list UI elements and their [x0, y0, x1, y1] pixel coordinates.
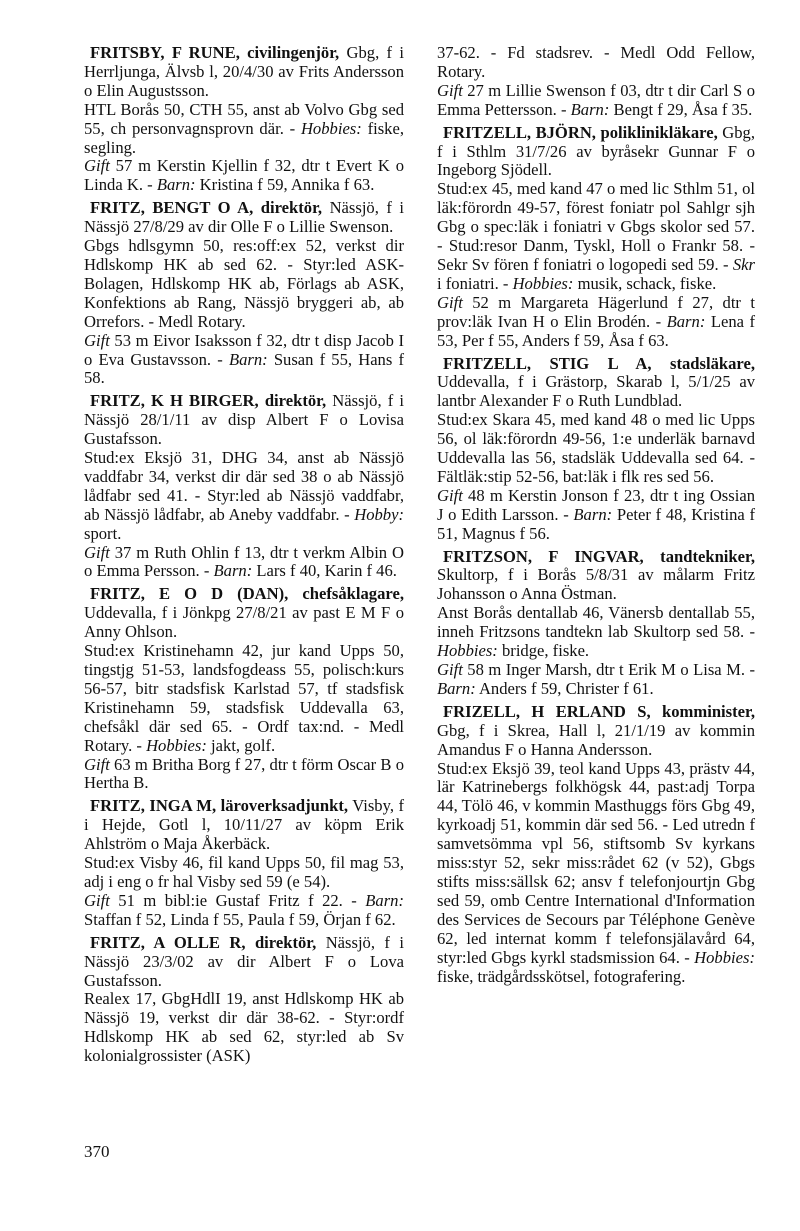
biography-entry [84, 199, 404, 388]
entry-paragraph [84, 449, 404, 544]
entry-header [437, 548, 755, 605]
field-label: Gift [84, 542, 110, 562]
field-label: Barn: [570, 99, 610, 119]
entry-text: Stud:ex 45, med kand 47 o med lic Sthlm 51, ol läk:förordn 49-57, förest foniatr pol Sahlgr sjh Gbg o spec:läk i foniatri v Gbgs skolor sed 57. - Stud:resor Danm, Tyskl, Holl o Frankr 58. - Sekr Sv fören f foniatri o logopedi sed 59. - [437, 179, 755, 274]
biography-entry [84, 797, 404, 929]
birth-details: Gbg, f i Skrea, Hall l, 21/1/19 av kommin Amandus F o Hanna Andersson. [437, 720, 755, 759]
person-title: direktör, [254, 932, 317, 952]
entry-text: i foniatri. - [437, 273, 513, 293]
entry-text: 52 m Margareta Hägerlund f 27, dtr t prov:läk Ivan H o Elin Brodén. - [437, 292, 755, 331]
field-label: Gift [84, 754, 110, 774]
entry-text: Susan f 55, Hans f 58. [84, 349, 404, 388]
entry-paragraph [84, 854, 404, 892]
entry-text: 63 m Britha Borg f 27, dtr t förm Oscar B o Hertha B. [84, 754, 404, 793]
person-name: FRITSBY, F RUNE, [90, 43, 240, 62]
entry-paragraph [84, 157, 404, 195]
biography-entry [437, 44, 755, 120]
person-title: tandtekniker, [660, 546, 755, 566]
person-name: FRITZELL, STIG L A, [443, 353, 652, 373]
entry-text: 51 m bibl:ie Gustaf Fritz f 22. - [109, 890, 366, 910]
person-name: FRITZSON, F INGVAR, [443, 546, 644, 566]
biography-entry [84, 585, 404, 793]
person-title: läroverksadjunkt, [220, 796, 349, 816]
field-label: Barn: [573, 504, 613, 524]
birth-details: Nässjö, f i Nässjö 28/1/11 av disp Albert F o Lovisa Gustafsson. [84, 391, 404, 449]
birth-details: Visby, f i Hejde, Gotl l, 10/11/27 av köpm Erik Ahlström o Maja Åkerbäck. [84, 796, 404, 854]
entry-text: 27 m Lillie Swenson f 03, dtr t dir Carl S o Emma Pettersson. - [437, 80, 755, 119]
person-name: FRITZ, K H BIRGER, [90, 391, 259, 411]
field-label: Hobbies: [300, 118, 362, 138]
field-label: Gift [84, 890, 110, 910]
person-name: FRIZELL, H ERLAND S, [443, 701, 651, 721]
entry-header [84, 797, 404, 854]
person-title: komminister, [662, 701, 755, 721]
biography-entry [84, 934, 404, 1066]
entry-header [84, 44, 404, 101]
field-label: Barn: [666, 311, 706, 331]
entry-paragraph [437, 487, 755, 544]
entry-paragraph [84, 332, 404, 389]
entry-paragraph [437, 294, 755, 351]
person-title: direktör, [260, 198, 323, 218]
entry-text: Gbgs hdlsgymn 50, res:off:ex 52, verkst dir Hdlskomp HK ab sed 62. - Styr:led ASK-Bolagen, Hdlskomp HK ab, Förlags ab ASK, Konfektions ab Rang, Nässjö bryggeri ab, ab Orrefors. - Medl Rotary. [84, 236, 404, 331]
entry-header [437, 355, 755, 412]
field-label: Barn: [228, 349, 268, 369]
field-label: Hobbies: [512, 273, 574, 293]
entry-text: Bengt f 29, Åsa f 35. [609, 99, 753, 119]
person-name: FRITZ, INGA M, [90, 796, 217, 816]
person-name: FRITZELL, BJÖRN, [443, 122, 596, 142]
person-title: stadsläkare, [670, 353, 755, 373]
field-label: Barn: [213, 561, 253, 581]
entry-text: 37 m Ruth Ohlin f 13, dtr t verkm Albin O o Emma Persson. - [84, 542, 404, 581]
field-label: Gift [84, 156, 110, 176]
entry-text: Anst Borås dentallab 46, Vänersb dentallab 55, inneh Fritzsons tandtekn lab Skultorp sed 58. - [437, 603, 755, 642]
entry-text: Peter f 48, Kristina f 51, Magnus f 56. [437, 504, 755, 543]
field-label: Gift [437, 292, 463, 312]
entry-paragraph [84, 756, 404, 794]
field-label: Barn: [365, 890, 404, 910]
person-name: FRITZ, BENGT O A, [90, 198, 254, 218]
entry-text: sport. [84, 523, 122, 543]
field-label: Gift [437, 485, 463, 505]
right-column [437, 44, 755, 990]
entry-paragraph [84, 642, 404, 755]
entry-text: musik, schack, fiske. [573, 273, 717, 293]
field-label: Gift [84, 330, 110, 350]
entry-text: Stud:ex Visby 46, fil kand Upps 50, fil mag 53, adj i eng o fr hal Visby sed 59 (e 54). [84, 853, 404, 891]
field-label: Gift [437, 80, 463, 100]
birth-details: Gbg, f i Sthlm 31/7/26 av byråsekr Gunnar F o Ingeborg Sjödell. [437, 122, 756, 180]
biography-entry [437, 703, 755, 987]
biography-entry [437, 355, 755, 544]
person-name: FRITZ, E O D (DAN), [90, 584, 289, 604]
entry-header [437, 703, 755, 760]
biography-entry [84, 392, 404, 581]
entry-text: 58 m Inger Marsh, dtr t Erik M o Lisa M. - [462, 660, 755, 679]
field-label: Skr [732, 254, 755, 274]
entry-paragraph [84, 237, 404, 332]
entry-text: 48 m Kerstin Jonson f 23, dtr t ing Ossian J o Edith Larsson. - [437, 485, 755, 524]
birth-details: Gbg, f i Herrljunga, Älvsb l, 20/4/30 av Frits Andersson o Elin Augustsson. [84, 43, 404, 100]
entry-text: 37-62. - Fd stadsrev. - Medl Odd Fellow, Rotary. [437, 43, 755, 81]
field-label: Hobbies: [146, 735, 207, 755]
birth-details: Uddevalla, f i Jönkpg 27/8/21 av past E M F o Anny Ohlson. [84, 603, 404, 642]
entry-text: Lena f 53, Per f 55, Anders f 59, Åsa f 63. [437, 311, 755, 350]
entry-paragraph [437, 411, 755, 487]
person-title: chefsåklagare, [302, 584, 404, 604]
entry-header [84, 585, 404, 642]
entry-text: Kristina f 59, Annika f 63. [195, 175, 375, 195]
person-title: direktör, [264, 391, 327, 411]
field-label: Barn: [437, 678, 476, 698]
entry-text: Realex 17, GbgHdlI 19, anst Hdlskomp HK ab Nässjö 19, verkst dir där 38-62. - Styr:ordf Hdlskomp HK ab sed 62, styr:led ab Sv kolonialgrossister (ASK) [84, 989, 404, 1066]
field-label: Hobbies: [694, 947, 755, 967]
entry-text: Anders f 59, Christer f 61. [475, 678, 654, 698]
entry-text: HTL Borås 50, CTH 55, anst ab Volvo Gbg sed 55, ch personvagnsprovn där. - [84, 99, 404, 138]
birth-details: Nässjö, f i Nässjö 27/8/29 av dir Olle F o Lillie Swenson. [84, 198, 404, 237]
person-title: poliklinikläkare, [600, 122, 718, 142]
birth-details: Nässjö, f i Nässjö 23/3/02 av dir Albert F o Lova Gustafsson. [84, 932, 404, 990]
entry-text: Stud:ex Eksjö 39, teol kand Upps 43, prästv 44, lär Katrinebergs folkhögsk 44, past:adj Torpa 44, Tölö 46, v kommin Masthuggs förs Gbg 49, kyrkoadj 51, kommin där sed 56. - Led utredn f samvetsömma vpl 56, stiftsomb Sv kyrkans miss:styr 52, sekr miss:rådet 62 (v 52), Gbgs stifts miss:sällsk 62; ansv f telefonjourtjn Gbg sed 59, omb Centre International d'Information des Services de Secours par Téléphone Genève 62, led internat komm f telefonsjälavård 64, styr:led Gbgs kyrkl stadsmission 64. - [437, 758, 755, 967]
entry-header [437, 124, 755, 181]
entry-paragraph [84, 544, 404, 582]
person-title: civilingenjör, [247, 43, 340, 62]
page-number: 370 [84, 1142, 110, 1161]
entry-paragraph [437, 180, 755, 293]
entry-paragraph [437, 661, 755, 699]
entry-paragraph [437, 604, 755, 661]
field-label: Hobbies: [437, 641, 498, 661]
entry-text: 53 m Eivor Isaksson f 32, dtr t disp Jacob I o Eva Gustavsson. - [84, 330, 404, 369]
entry-text: fiske, segling. [84, 118, 404, 157]
entry-header [84, 934, 404, 991]
left-column [84, 44, 404, 1070]
field-label: Barn: [156, 175, 196, 195]
entry-header [84, 392, 404, 449]
birth-details: Skultorp, f i Borås 5/8/31 av målarm Fritz Johansson o Anna Östman. [437, 565, 755, 604]
entry-header [84, 199, 404, 237]
entry-text: Lars f 40, Karin f 46. [252, 561, 397, 581]
biography-entry [437, 548, 755, 699]
birth-details: Uddevalla, f i Grästorp, Skarab l, 5/1/25 av lantbr Alexander F o Ruth Lundblad. [437, 372, 755, 411]
entry-paragraph [437, 760, 755, 987]
entry-paragraph [84, 892, 404, 930]
entry-text: fiske, trädgårdsskötsel, fotografering. [437, 966, 686, 986]
entry-text: jakt, golf. [206, 735, 276, 755]
person-name: FRITZ, A OLLE R, [90, 932, 246, 952]
biography-entry [437, 124, 755, 351]
entry-text: Staffan f 52, Linda f 55, Paula f 59, Örjan f 62. [84, 909, 396, 929]
entry-paragraph [84, 990, 404, 1066]
entry-paragraph [437, 44, 755, 82]
entry-text: 57 m Kerstin Kjellin f 32, dtr t Evert K o Linda K. - [84, 156, 404, 195]
biography-entry [84, 44, 404, 195]
field-label: Gift [437, 660, 463, 679]
field-label: Hobby: [354, 504, 404, 524]
entry-text: Stud:ex Eksjö 31, DHG 34, anst ab Nässjö vaddfabr 34, verkst dir där sed 38 o ab Nässjö lådfabr sed 41. - Styr:led ab Nässjö vaddfabr, ab Nässjö lådfabr, ab Aneby vaddfabr. - [84, 448, 404, 524]
entry-text: Stud:ex Skara 45, med kand 48 o med lic Upps 56, ol läk:förordn 49-56, 1:e underläk barnavd Uddevalla las 56, stadsläk Uddevalla sed 64. - Fältläk:stip 52-56, bat:läk i flk res sed 56. [437, 410, 755, 486]
entry-paragraph [84, 101, 404, 158]
entry-text: bridge, fiske. [497, 641, 590, 661]
entry-text: Stud:ex Kristinehamn 42, jur kand Upps 50, tingstjg 51-53, landsfogdeass 55, polisch:kurs 56-57, bitr stadsfisk Karlstad 57, tf stadsfisk Kristinehamn 59, stadsfisk Uddevalla 63, chefsåkl där sed 65. - Ordf tax:nd. - Medl Rotary. - [84, 641, 404, 755]
entry-paragraph [437, 82, 755, 120]
